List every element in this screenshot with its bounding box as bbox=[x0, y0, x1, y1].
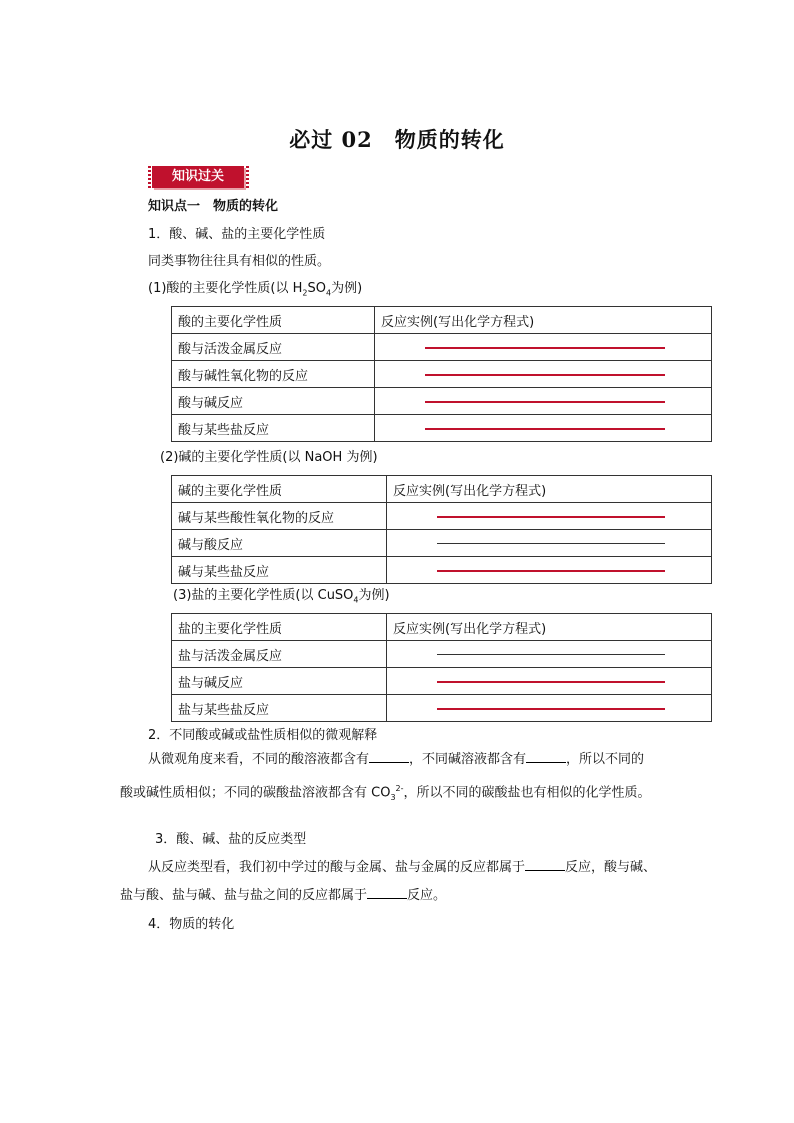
property-cell: 盐与某些盐反应 bbox=[172, 695, 387, 722]
property-cell: 盐与活泼金属反应 bbox=[172, 641, 387, 668]
table-row bbox=[172, 557, 712, 584]
answer-blank[interactable] bbox=[375, 415, 712, 442]
fill-blank[interactable] bbox=[369, 750, 409, 763]
table-row bbox=[172, 530, 712, 557]
answer-blank[interactable] bbox=[387, 557, 712, 584]
property-cell: 酸与某些盐反应 bbox=[172, 415, 375, 442]
fill-blank[interactable] bbox=[367, 886, 407, 899]
table-header-cell: 反应实例(写出化学方程式) bbox=[387, 476, 712, 503]
table-row bbox=[172, 388, 712, 415]
section-3-paragraph-line-1: 从反应类型看，我们初中学过的酸与金属、盐与金属的反应都属于 反应，酸与碱、 bbox=[148, 860, 657, 875]
section-3-heading: 3．酸、碱、盐的反应类型 bbox=[155, 832, 307, 847]
table-row bbox=[172, 695, 712, 722]
section-3-paragraph-line-2: 盐与酸、盐与碱、盐与盐之间的反应都属于 反应。 bbox=[120, 888, 447, 903]
property-cell: 酸与活泼金属反应 bbox=[172, 334, 375, 361]
page-title: 必过 02 物质的转化 bbox=[289, 127, 505, 152]
acid-properties-table bbox=[171, 306, 712, 442]
table-row bbox=[172, 334, 712, 361]
section-badge: 知识过关 bbox=[152, 166, 244, 188]
table-header-cell: 盐的主要化学性质 bbox=[172, 614, 387, 641]
salt-table-caption: (3)盐的主要化学性质(以 CuSO$_4$为例) bbox=[173, 588, 390, 605]
acid-table-caption: (1)酸的主要化学性质(以 $H_2SO_4$为例) bbox=[148, 281, 363, 298]
salt-properties-table bbox=[171, 613, 712, 722]
answer-blank[interactable] bbox=[375, 334, 712, 361]
table-header-cell: 酸的主要化学性质 bbox=[172, 307, 375, 334]
table-row bbox=[172, 361, 712, 388]
property-cell: 盐与碱反应 bbox=[172, 668, 387, 695]
table-row bbox=[172, 641, 712, 668]
knowledge-point-heading: 知识点一 物质的转化 bbox=[148, 199, 279, 214]
fill-blank[interactable] bbox=[526, 750, 566, 763]
base-table-caption: (2)碱的主要化学性质(以 NaOH 为例) bbox=[160, 450, 378, 465]
fill-blank[interactable] bbox=[525, 858, 565, 871]
answer-blank[interactable] bbox=[387, 668, 712, 695]
table-header-cell: 反应实例(写出化学方程式) bbox=[375, 307, 712, 334]
table-header-row bbox=[172, 476, 712, 503]
answer-blank[interactable] bbox=[387, 641, 712, 668]
section-1-heading: 1．酸、碱、盐的主要化学性质 bbox=[148, 227, 326, 242]
section-1-intro: 同类事物往往具有相似的性质。 bbox=[148, 254, 331, 269]
table-header-row bbox=[172, 307, 712, 334]
section-2-paragraph-line-2: 酸或碱性质相似；不同的碳酸盐溶液都含有 $CO_3^{2-}$，所以不同的碳酸盐也有相似的化学性质。 bbox=[120, 784, 651, 802]
section-4-heading: 4．物质的转化 bbox=[148, 917, 235, 932]
table-row bbox=[172, 415, 712, 442]
property-cell: 酸与碱反应 bbox=[172, 388, 375, 415]
section-2-paragraph-line-1: 从微观角度来看，不同的酸溶液都含有 ，不同碱溶液都含有 ，所以不同的 bbox=[148, 752, 645, 767]
answer-blank[interactable] bbox=[375, 388, 712, 415]
table-header-row bbox=[172, 614, 712, 641]
answer-blank[interactable] bbox=[387, 530, 712, 557]
answer-blank[interactable] bbox=[375, 361, 712, 388]
table-row bbox=[172, 668, 712, 695]
answer-blank[interactable] bbox=[387, 695, 712, 722]
table-header-cell: 反应实例(写出化学方程式) bbox=[387, 614, 712, 641]
table-row bbox=[172, 503, 712, 530]
table-header-cell: 碱的主要化学性质 bbox=[172, 476, 387, 503]
base-properties-table bbox=[171, 475, 712, 584]
answer-blank[interactable] bbox=[387, 503, 712, 530]
property-cell: 碱与酸反应 bbox=[172, 530, 387, 557]
section-2-heading: 2．不同酸或碱或盐性质相似的微观解释 bbox=[148, 728, 378, 743]
property-cell: 酸与碱性氧化物的反应 bbox=[172, 361, 375, 388]
property-cell: 碱与某些酸性氧化物的反应 bbox=[172, 503, 387, 530]
property-cell: 碱与某些盐反应 bbox=[172, 557, 387, 584]
